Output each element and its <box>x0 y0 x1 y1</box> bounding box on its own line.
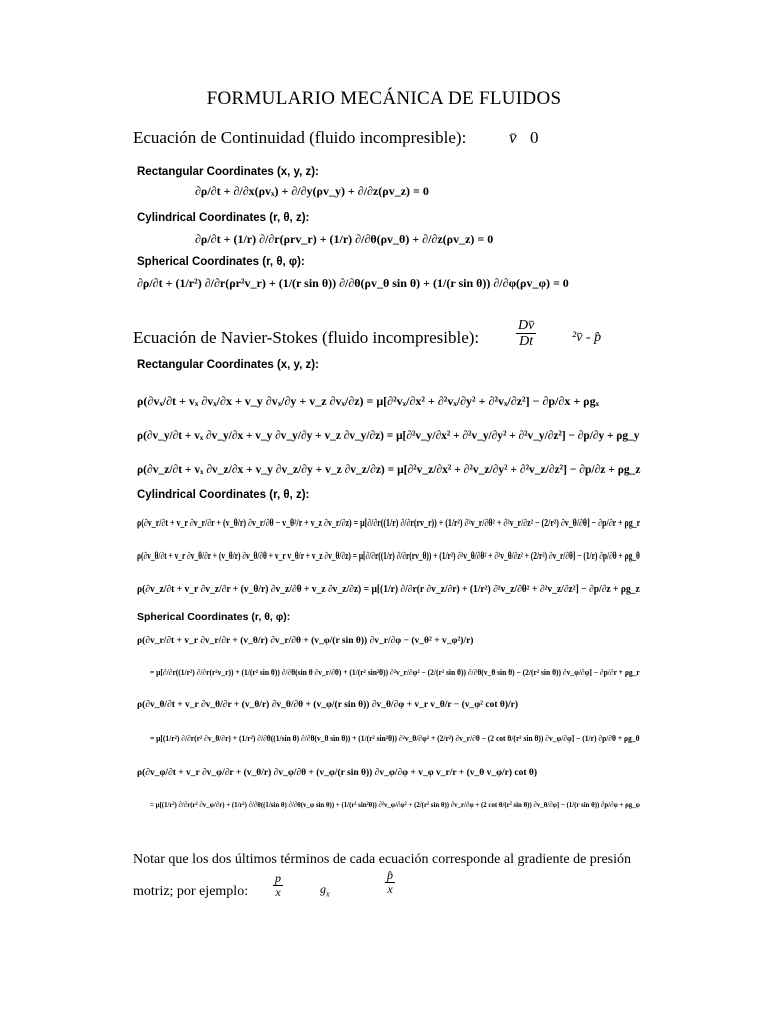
navier-sph-phi-rhs: = μ[(1/r²) ∂/∂r(r² ∂v_φ/∂r) + (1/r²) ∂/∂θ((1/sin θ) ∂/∂θ(v_φ sin θ)) + (1/(r² sin²θ)) ∂²v_φ/∂φ² + (2/(r² sin θ)) ∂v_r/∂φ + (2 cot θ/(r² sin θ)) ∂v_θ/∂φ] − (1/(r sin θ)) ∂p/∂φ + ρg_φ <box>150 800 640 809</box>
continuity-symbol-zero: 0 <box>530 128 539 147</box>
note-example-g-symbol: g <box>320 882 326 896</box>
navier-cyl-theta: ρ(∂v_θ/∂t + v_r ∂v_θ/∂r + (v_θ/r) ∂v_θ/∂θ + v_r v_θ/r + v_z ∂v_θ/∂z) = μ[∂/∂r((1/r) ∂/∂r(rv_θ)) + (1/r²) ∂²v_θ/∂θ² + ∂²v_θ/∂z² + (2/r²) ∂v_r/∂θ] − (1/r) ∂p/∂θ + ρg_θ <box>137 551 640 562</box>
navier-cyl-r: ρ(∂v_r/∂t + v_r ∂v_r/∂r + (v_θ/r) ∂v_r/∂θ − v_θ²/r + v_z ∂v_r/∂z) = μ[∂/∂r((1/r) ∂/∂r(rv_r)) + (1/r²) ∂²v_r/∂θ² + ∂²v_r/∂z² − (2/r²) ∂v_θ/∂θ] − ∂p/∂r + ρg_r <box>137 518 641 529</box>
note-example-p-num: p <box>275 871 281 885</box>
navier-sph-theta-rhs: = μ[(1/r²) ∂/∂r(r² ∂v_θ/∂r) + (1/r²) ∂/∂θ((1/sin θ) ∂/∂θ(v_θ sin θ)) + (1/(r² sin²θ)) ∂²v_θ/∂φ² + (2/r²) ∂v_r/∂θ − (2 cot θ/(r² sin θ)) ∂v_φ/∂φ] − (1/r) ∂p/∂θ + ρg_θ <box>150 734 640 743</box>
navier-sph-r-lhs: ρ(∂v_r/∂t + v_r ∂v_r/∂r + (v_θ/r) ∂v_r/∂θ + (v_φ/(r sin θ)) ∂v_r/∂φ − (v_θ² + v_φ²)/r) <box>137 636 474 646</box>
note-line2: motriz; por ejemplo: <box>133 884 249 899</box>
navier-sph-r-rhs: = μ[∂/∂r((1/r²) ∂/∂r(r²v_r)) + (1/(r² sin θ)) ∂/∂θ(sin θ ∂v_r/∂θ) + (1/(r² sin²θ)) ∂²v_r/∂φ² − (2/(r² sin θ)) ∂/∂θ(v_θ sin θ) − (2/(r² sin θ)) ∂v_φ/∂φ] − ∂p/∂r + ρg_r <box>150 668 640 677</box>
continuity-cyl-label: Cylindrical Coordinates (r, θ, z): <box>137 212 310 224</box>
navier-heading: Ecuación de Navier-Stokes (fluido incompresible): <box>133 328 480 347</box>
navier-cyl-z: ρ(∂v_z/∂t + v_r ∂v_z/∂r + (v_θ/r) ∂v_z/∂θ + v_z ∂v_z/∂z) = μ[(1/r) ∂/∂r(r ∂v_z/∂r) + (1/r²) ∂²v_z/∂θ² + ∂²v_z/∂z²] − ∂p/∂z + ρg_z <box>137 584 640 595</box>
navier-lhs-fraction <box>516 318 536 350</box>
continuity-rect-label: Rectangular Coordinates (x, y, z): <box>137 166 319 178</box>
note-example-g <box>320 882 330 898</box>
navier-rect-y: ρ(∂v_y/∂t + vₓ ∂v_y/∂x + v_y ∂v_y/∂y + v_z ∂v_y/∂z) = μ[∂²v_y/∂x² + ∂²v_y/∂y² + ∂²v_y/∂z²] − ∂p/∂y + ρg_y <box>137 428 640 442</box>
note-example-p-den: x <box>275 885 281 900</box>
note-example-p <box>273 872 283 899</box>
navier-rect-z: ρ(∂v_z/∂t + vₓ ∂v_z/∂x + v_y ∂v_z/∂y + v_z ∂v_z/∂z) = μ[∂²v_z/∂x² + ∂²v_z/∂y² + ∂²v_z/∂z²] − ∂p/∂z + ρg_z <box>137 462 641 476</box>
navier-sph-phi-lhs: ρ(∂v_φ/∂t + v_r ∂v_φ/∂r + (v_θ/r) ∂v_φ/∂θ + (v_φ/(r sin θ)) ∂v_φ/∂φ + v_φ v_r/r + (v_θ v_φ/r) cot θ) <box>137 768 538 778</box>
page-title: FORMULARIO MECÁNICA DE FLUIDOS <box>206 88 562 109</box>
navier-lhs-num: Dv̄ <box>518 318 535 333</box>
note-example-phat-num: p̂ <box>387 868 393 882</box>
note-line1: Notar que los dos últimos términos de cada ecuación corresponde al gradiente de presión <box>133 852 632 867</box>
continuity-heading: Ecuación de Continuidad (fluido incompresible): <box>133 128 467 147</box>
navier-rect-label: Rectangular Coordinates (x, y, z): <box>137 359 319 371</box>
continuity-symbol-v: v̄ <box>509 128 517 147</box>
navier-rhs: ²v̄ - p̂ <box>572 330 602 345</box>
continuity-rect-equation: ∂ρ/∂t + ∂/∂x(ρvₓ) + ∂/∂y(ρv_y) + ∂/∂z(ρv_z) = 0 <box>195 184 429 198</box>
navier-sph-label: Spherical Coordinates (r, θ, φ): <box>137 611 291 623</box>
note-example-g-sub: x <box>326 889 330 899</box>
navier-cyl-label: Cylindrical Coordinates (r, θ, z): <box>137 489 310 501</box>
continuity-cyl-equation: ∂ρ/∂t + (1/r) ∂/∂r(ρrv_r) + (1/r) ∂/∂θ(ρv_θ) + ∂/∂z(ρv_z) = 0 <box>195 232 494 246</box>
continuity-sph-equation: ∂ρ/∂t + (1/r²) ∂/∂r(ρr²v_r) + (1/(r sin θ)) ∂/∂θ(ρv_θ sin θ) + (1/(r sin θ)) ∂/∂φ(ρv_φ) = 0 <box>137 276 569 290</box>
navier-sph-theta-lhs: ρ(∂v_θ/∂t + v_r ∂v_θ/∂r + (v_θ/r) ∂v_θ/∂θ + (v_φ/(r sin θ)) ∂v_θ/∂φ + v_r v_θ/r − (v_φ² cot θ)/r) <box>137 700 519 710</box>
note-example-phat-den: x <box>387 882 393 897</box>
navier-rect-x: ρ(∂vₓ/∂t + vₓ ∂vₓ/∂x + v_y ∂vₓ/∂y + v_z ∂vₓ/∂z) = μ[∂²vₓ/∂x² + ∂²vₓ/∂y² + ∂²vₓ/∂z²] − ∂p/∂x + ρgₓ <box>137 394 600 408</box>
continuity-sph-label: Spherical Coordinates (r, θ, φ): <box>137 256 305 268</box>
note-example-phat <box>385 869 395 896</box>
navier-lhs-den: Dt <box>519 334 534 350</box>
